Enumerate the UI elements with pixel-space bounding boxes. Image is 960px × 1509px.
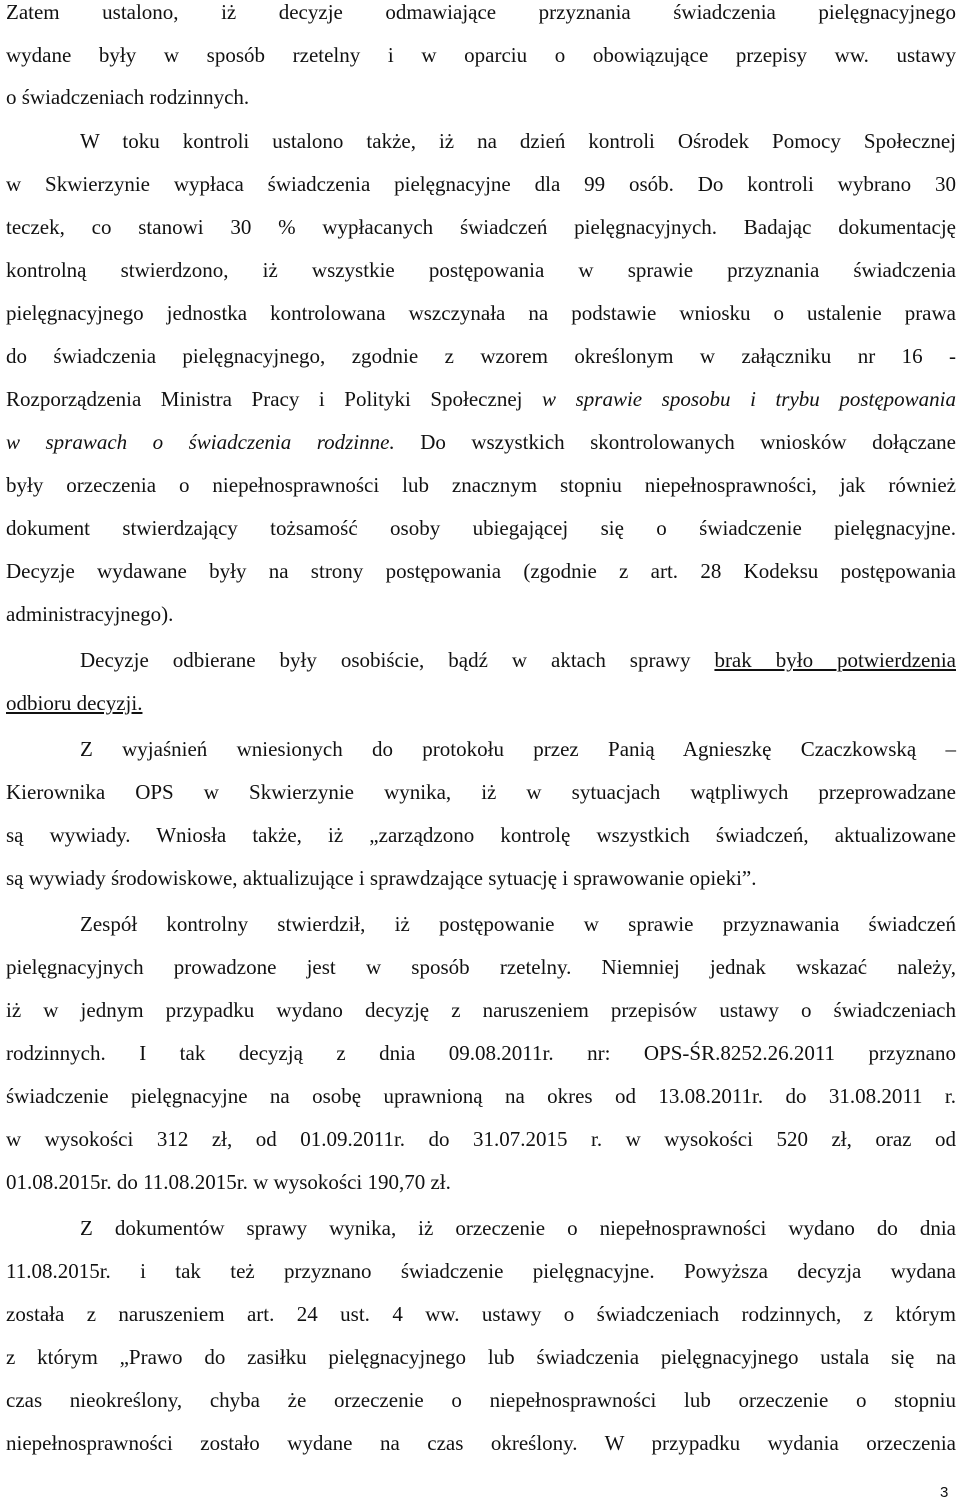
text-line: Decyzje wydawane były na strony postępowania (zgodnie z art. 28 Kodeksu postępowania bbox=[6, 559, 956, 583]
text-line: do świadczenia pielęgnacyjnego, zgodnie z wzorem określonym w załączniku nr 16 - bbox=[6, 344, 956, 368]
italic-span: w sprawach o świadczenia rodzinne. bbox=[6, 430, 395, 454]
text-line: administracyjnego). bbox=[6, 602, 174, 626]
text-line bbox=[6, 688, 956, 718]
text-line bbox=[6, 427, 956, 457]
text-line: 11.08.2015r. i tak też przyznano świadczenie pielęgnacyjne. Powyższa decyzja wydana bbox=[6, 1259, 956, 1283]
text-line: Zatem ustalono, iż decyzje odmawiające przyznania świadczenia pielęgnacyjnego bbox=[6, 0, 956, 24]
text-line: są wywiady środowiskowe, aktualizujące i sprawdzające sytuację i sprawowanie opieki”. bbox=[6, 866, 757, 890]
text-line: Z wyjaśnień wniesionych do protokołu przez Panią Agnieszkę Czaczkowską – bbox=[80, 737, 956, 761]
text-line: iż w jednym przypadku wydano decyzję z naruszeniem przepisów ustawy o świadczeniach bbox=[6, 998, 956, 1022]
underlined-span: brak było potwierdzenia bbox=[714, 648, 956, 672]
text-line: pielęgnacyjnego jednostka kontrolowana wszczynała na podstawie wniosku o ustalenie prawa bbox=[6, 301, 956, 325]
text-line: czas nieokreślony, chyba że orzeczenie o niepełnosprawności lub orzeczenie o stopniu bbox=[6, 1388, 956, 1412]
italic-span: w sprawie sposobu i trybu postępowania bbox=[542, 387, 956, 411]
text-line: o świadczeniach rodzinnych. bbox=[6, 85, 250, 109]
text-line: w wysokości 312 zł, od 01.09.2011r. do 31.07.2015 r. w wysokości 520 zł, oraz od bbox=[6, 1127, 956, 1151]
text-line bbox=[6, 384, 956, 414]
text-span: Do wszystkich skontrolowanych wniosków dołączane bbox=[394, 430, 957, 454]
text-line: niepełnosprawności zostało wydane na czas określony. W przypadku wydania orzeczenia bbox=[6, 1431, 956, 1455]
page-number: 3 bbox=[940, 1484, 949, 1501]
text-line: W toku kontroli ustalono także, iż na dzień kontroli Ośrodek Pomocy Społecznej bbox=[80, 129, 956, 153]
text-line: z którym „Prawo do zasiłku pielęgnacyjnego lub świadczenia pielęgnacyjnego ustala się na bbox=[6, 1345, 956, 1369]
underlined-span: odbioru decyzji. bbox=[6, 691, 143, 715]
text-span: Rozporządzenia Ministra Pracy i Polityki Społecznej bbox=[6, 387, 543, 411]
text-line: rodzinnych. I tak decyzją z dnia 09.08.2011r. nr: OPS-ŚR.8252.26.2011 przyznano bbox=[6, 1041, 956, 1065]
text-span: Decyzje odbierane były osobiście, bądź w aktach sprawy bbox=[80, 648, 715, 672]
text-line: wydane były w sposób rzetelny i w oparciu o obowiązujące przepisy ww. ustawy bbox=[6, 43, 956, 67]
text-line: 01.08.2015r. do 11.08.2015r. w wysokości 190,70 zł. bbox=[6, 1170, 451, 1194]
text-line: są wywiady. Wniosła także, iż „zarządzono kontrolę wszystkich świadczeń, aktualizowane bbox=[6, 823, 956, 847]
text-line: została z naruszeniem art. 24 ust. 4 ww. ustawy o świadczeniach rodzinnych, z którym bbox=[6, 1302, 956, 1326]
text-line: w Skwierzynie wypłaca świadczenia pielęgnacyjne dla 99 osób. Do kontroli wybrano 30 bbox=[6, 172, 956, 196]
text-line: Kierownika OPS w Skwierzynie wynika, iż w sytuacjach wątpliwych przeprowadzane bbox=[6, 780, 956, 804]
text-line: Zespół kontrolny stwierdził, iż postępowanie w sprawie przyznawania świadczeń bbox=[80, 912, 956, 936]
text-line: były orzeczenia o niepełnosprawności lub znacznym stopniu niepełnosprawności, jak również bbox=[6, 473, 956, 497]
text-line: świadczenie pielęgnacyjne na osobę uprawnioną na okres od 13.08.2011r. do 31.08.2011 r. bbox=[6, 1084, 956, 1108]
text-line: kontrolną stwierdzono, iż wszystkie postępowania w sprawie przyznania świadczenia bbox=[6, 258, 956, 282]
text-line: pielęgnacyjnych prowadzone jest w sposób rzetelny. Niemniej jednak wskazać należy, bbox=[6, 955, 956, 979]
text-line: teczek, co stanowi 30 % wypłacanych świadczeń pielęgnacyjnych. Badając dokumentację bbox=[6, 215, 956, 239]
text-line: Z dokumentów sprawy wynika, iż orzeczenie o niepełnosprawności wydano do dnia bbox=[80, 1216, 956, 1240]
text-line bbox=[80, 645, 956, 675]
text-line: dokument stwierdzający tożsamość osoby ubiegającej się o świadczenie pielęgnacyjne. bbox=[6, 516, 956, 540]
